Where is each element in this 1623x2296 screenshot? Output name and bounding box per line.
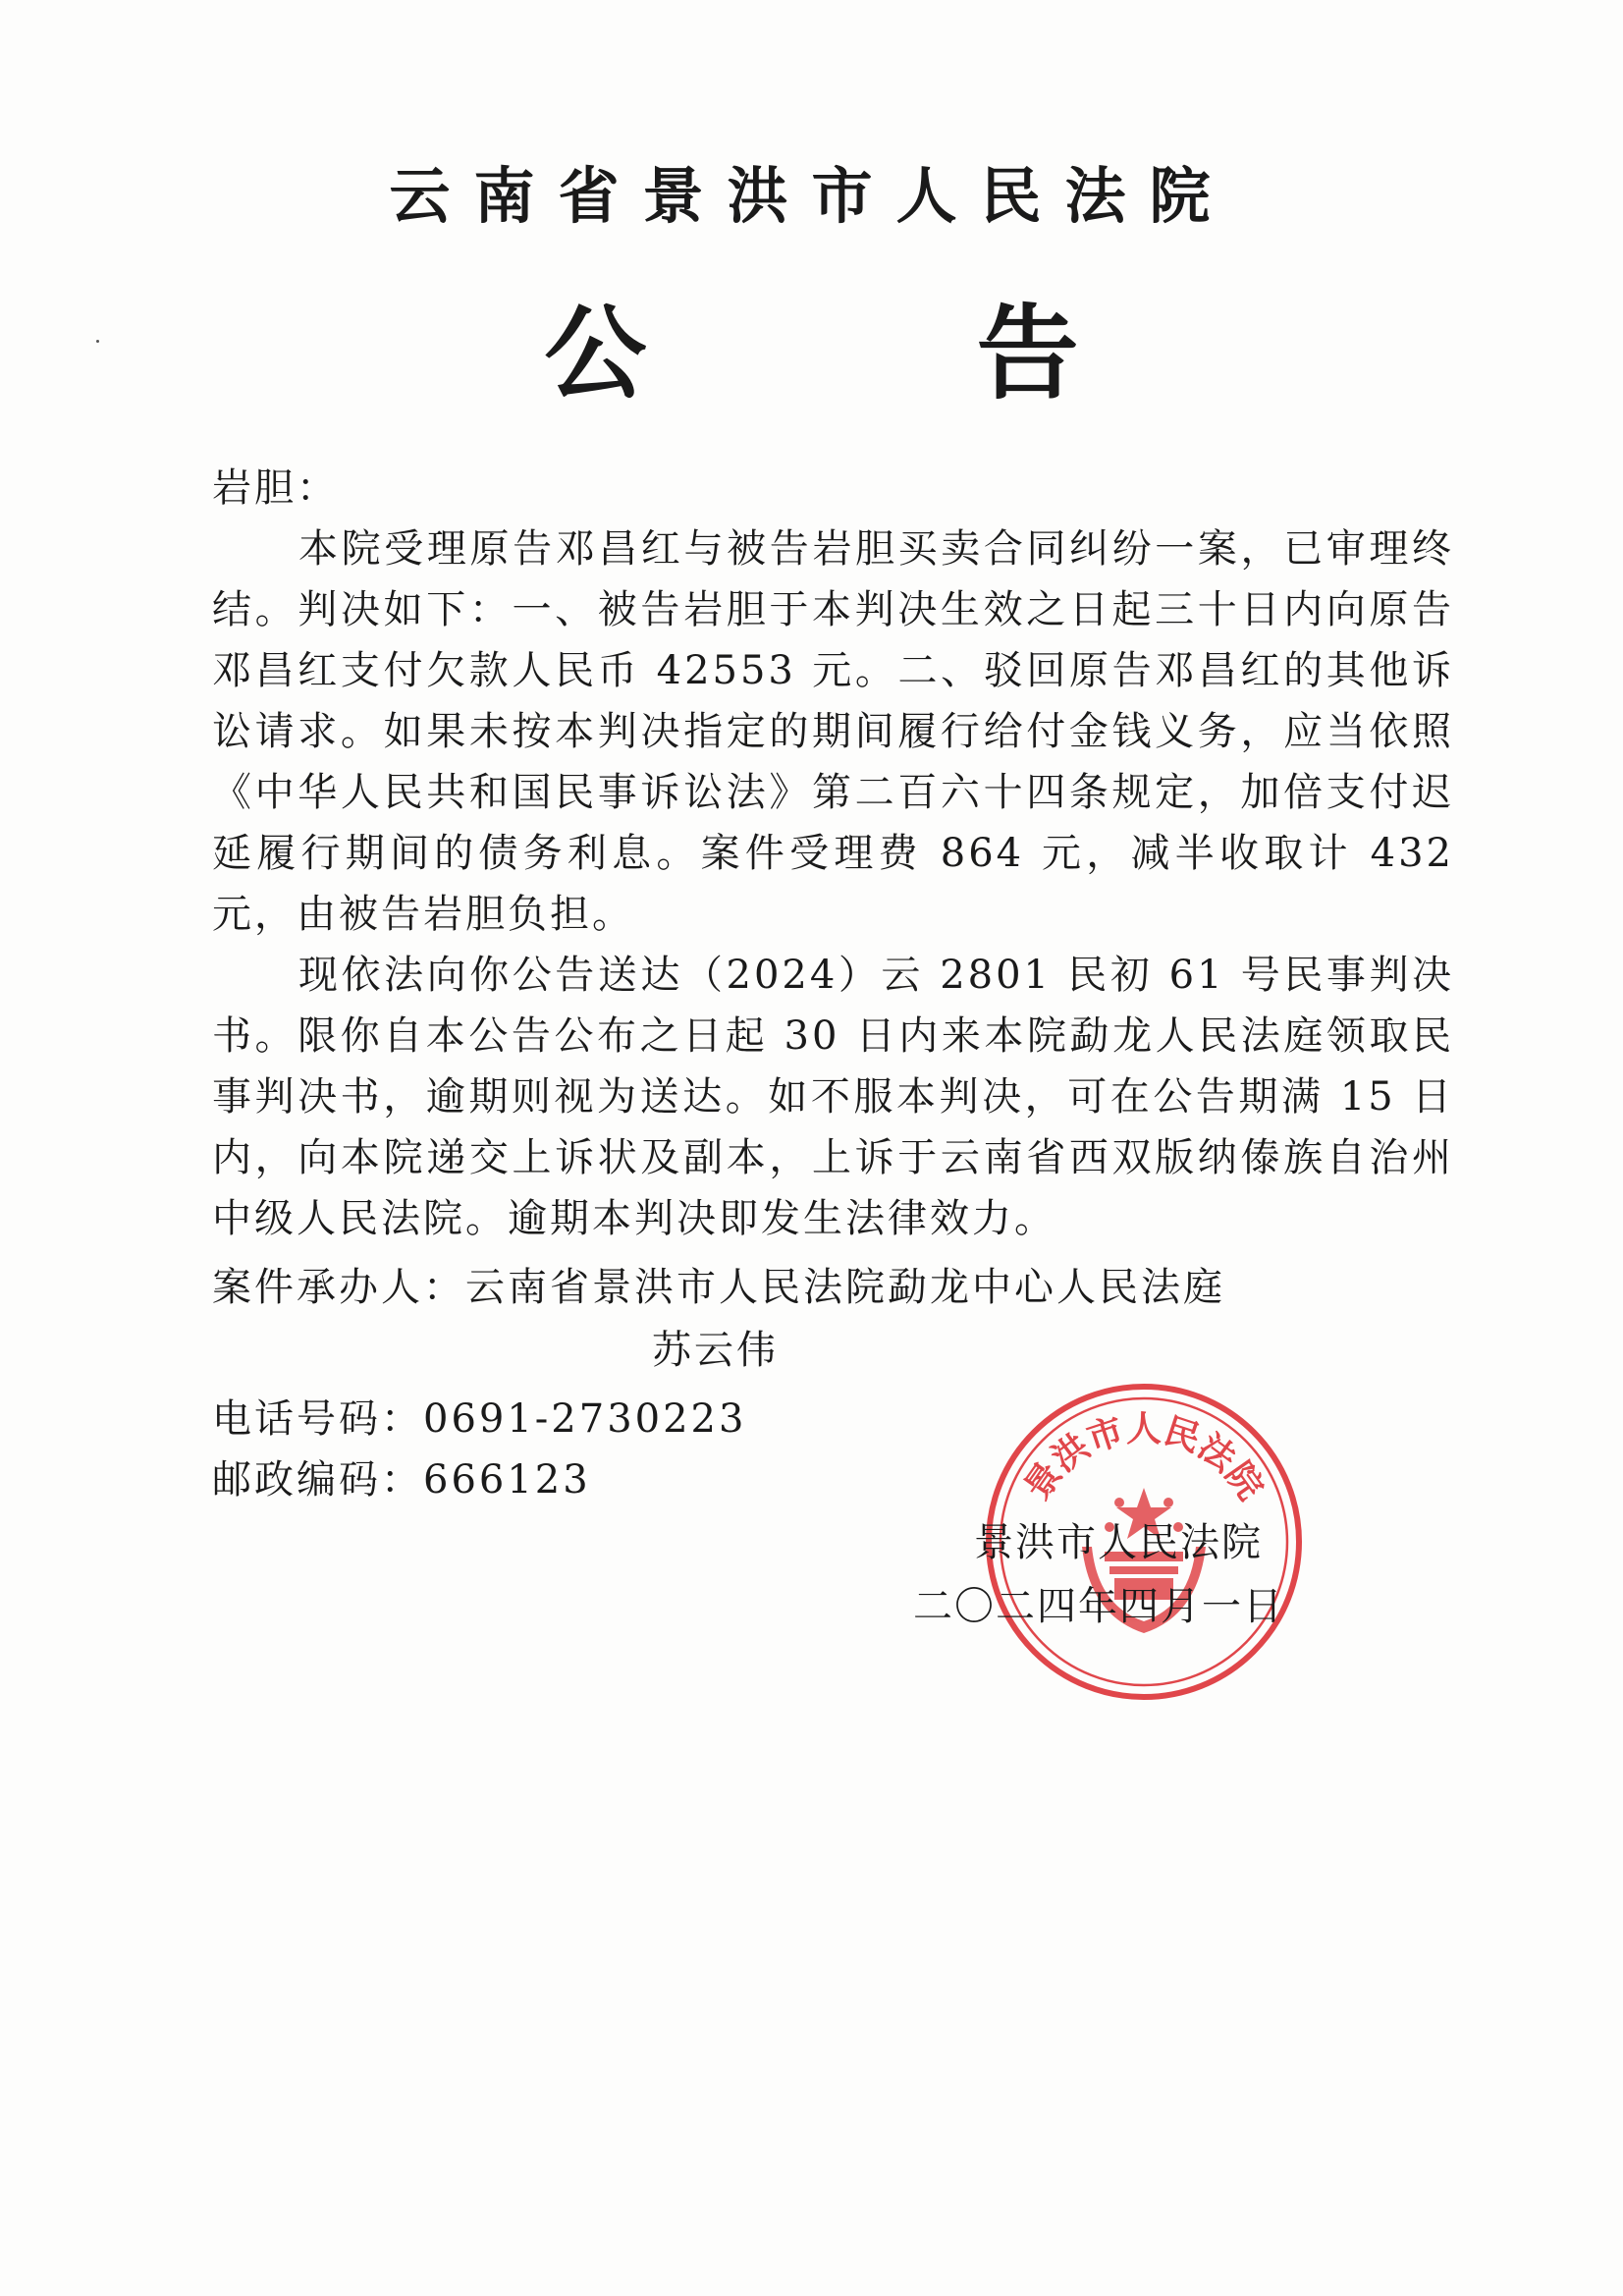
judgment-paragraph: 本院受理原告邓昌红与被告岩胆买卖合同纠纷一案，已审理终结。判决如下：一、被告岩胆于本判决生效之日起三十日内向原告邓昌红支付欠款人民币 42553 元。二、驳回原告邓昌红的其他诉讼请求。如果未按本判决指定的期间履行给付金钱义务，应当依照《中华人民共和国民事诉讼法》第二百六十四条规定，加倍支付迟延履行期间的债务利息。案件受理费 864 元，减半收取计 432 元，由被告岩胆负担。 [212,526,1454,937]
phone-line: 电话号码：0691-2730223 [212,1396,747,1442]
notice-title: 公 告 [544,293,1226,413]
signature-court: 景洪市人民法院 [974,1520,1263,1565]
seal-text: 景洪市人民法院 [1016,1408,1271,1507]
signature-date: 二〇二四年四月一日 [913,1584,1284,1629]
addressee: 岩胆： [212,465,339,511]
handler-name: 苏云伟 [652,1328,779,1373]
service-paragraph: 现依法向你公告送达（2024）云 2801 民初 61 号民事判决书。限你自本公告公布之日起 30 日内来本院勐龙人民法庭领取民事判决书，逾期则视为送达。如不服本判决，可在公告期满 15 日内，向本院递交上诉状及副本，上诉于云南省西双版纳傣族自治州中级人民法院。逾期本判决即发生法律效力。 [212,953,1454,1241]
postal-code-line: 邮政编码：666123 [212,1457,591,1503]
court-title: 云南省景洪市人民法院 [389,160,1234,232]
notice-body [212,458,1454,1249]
case-handler-line: 案件承办人：云南省景洪市人民法院勐龙中心人民法庭 [212,1265,1225,1310]
